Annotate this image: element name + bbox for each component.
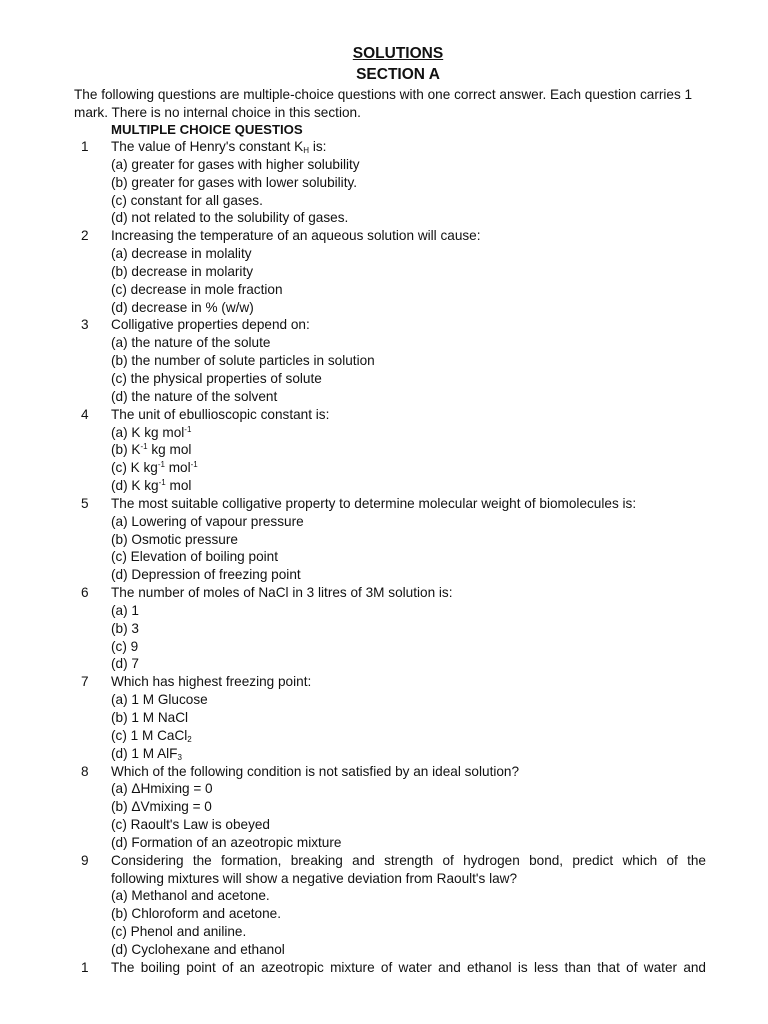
question-number: 6 xyxy=(81,585,89,601)
option: (c) K $kg^{-1}$ mol$^{-1}$ xyxy=(111,460,198,476)
option: (b) ΔVmixing = 0 xyxy=(111,799,212,815)
question-9 xyxy=(0,852,768,870)
option: (c) the physical properties of solute xyxy=(111,370,322,386)
option: (b) 3 xyxy=(111,620,139,636)
document-title: SOLUTIONS xyxy=(352,45,444,62)
option: (d) decrease in % (w/w) xyxy=(111,299,254,315)
option: (c) constant for all gases. xyxy=(111,192,263,208)
question-number: 3 xyxy=(81,317,89,333)
option: (a) decrease in molality xyxy=(111,246,252,262)
question-5 xyxy=(0,495,768,513)
question-number: 7 xyxy=(81,674,89,690)
question-text: Which of the following condition is not satisfied by an ideal solution? xyxy=(111,763,520,779)
question-text-continued: following mixtures will show a negative deviation from Raoult's law? xyxy=(111,870,518,886)
option: (d) Depression of freezing point xyxy=(111,567,301,583)
option: (a) Lowering of vapour pressure xyxy=(111,513,304,529)
option: (a) 1 M Glucose xyxy=(111,692,208,708)
question-6 xyxy=(0,584,768,602)
question-7 xyxy=(0,673,768,691)
mcq-heading: MULTIPLE CHOICE QUESTIOS xyxy=(111,122,303,137)
option: (d) K $kg^{-1}$ mol xyxy=(111,478,192,494)
question-text: The boiling point of an azeotropic mixture of water and ethanol is less than that of water and xyxy=(111,959,706,975)
question-text: Which has highest freezing point: xyxy=(111,674,312,690)
question-list xyxy=(0,138,768,977)
option: (d) Cyclohexane and ethanol xyxy=(111,941,285,957)
option: (b) Chloroform and acetone. xyxy=(111,906,282,922)
question-number: 1 xyxy=(81,959,89,975)
question-text: Increasing the temperature of an aqueous solution will cause: xyxy=(111,228,481,244)
option: (a) ΔHmixing = 0 xyxy=(111,781,213,797)
question-10 xyxy=(0,959,768,977)
question-number: 2 xyxy=(81,228,89,244)
question-2 xyxy=(0,227,768,245)
question-number: 5 xyxy=(81,495,89,511)
option: (a) Methanol and acetone. xyxy=(111,888,270,904)
question-3 xyxy=(0,316,768,334)
option: (c) Raoult's Law is obeyed xyxy=(111,817,270,833)
question-text: Colligative properties depend on: xyxy=(111,317,310,333)
question-number: 9 xyxy=(81,852,89,868)
option: (d) not related to the solubility of gases. xyxy=(111,210,349,226)
option: (a) the nature of the solute xyxy=(111,335,271,351)
option: (d) 7 xyxy=(111,656,139,672)
option: (c) Elevation of boiling point xyxy=(111,549,278,565)
option: (b) $K^{-1}$ kg mol xyxy=(111,442,192,458)
question-number: 8 xyxy=(81,763,89,779)
option: (d) the nature of the solvent xyxy=(111,388,278,404)
section-title: SECTION A xyxy=(356,66,440,83)
option: (b) greater for gases with lower solubility. xyxy=(111,174,358,190)
instructions-paragraph: The following questions are multiple-choice questions with one correct answer. Each question carries 1 mark. There is no internal choice in this section. xyxy=(74,87,693,120)
option: (a) 1 xyxy=(111,602,139,618)
option: (d) Formation of an azeotropic mixture xyxy=(111,834,342,850)
option: (c) 9 xyxy=(111,638,139,654)
question-number: 4 xyxy=(81,406,89,422)
question-text: The value of Henry's constant $K_H$ is: xyxy=(111,139,327,155)
option: (b) Osmotic pressure xyxy=(111,531,238,547)
option: (a) K kg mol$^{-1}$ xyxy=(111,424,192,440)
option: (b) 1 M NaCl xyxy=(111,710,189,725)
option: (c) 1 M CaCl$_2$ xyxy=(111,727,192,744)
option: (b) the number of solute particles in solution xyxy=(111,353,375,369)
question-1 xyxy=(0,138,768,156)
option: (a) greater for gases with higher solubility xyxy=(111,156,360,172)
question-4 xyxy=(0,406,768,424)
option: (b) decrease in molarity xyxy=(111,263,254,279)
option: (c) decrease in mole fraction xyxy=(111,281,283,297)
question-text: Considering the formation, breaking and strength of hydrogen bond, predict which of the xyxy=(111,852,706,868)
option: (d) 1 M AlF$_3$ xyxy=(111,745,182,762)
question-number: 1 xyxy=(81,139,89,154)
option: (c) Phenol and aniline. xyxy=(111,924,247,940)
question-8 xyxy=(0,763,768,781)
question-text: The number of moles of NaCl in 3 litres of 3M solution is: xyxy=(111,585,453,601)
question-text: The unit of ebullioscopic constant is: xyxy=(111,406,330,422)
question-text: The most suitable colligative property to determine molecular weight of biomolecules is: xyxy=(111,495,637,511)
